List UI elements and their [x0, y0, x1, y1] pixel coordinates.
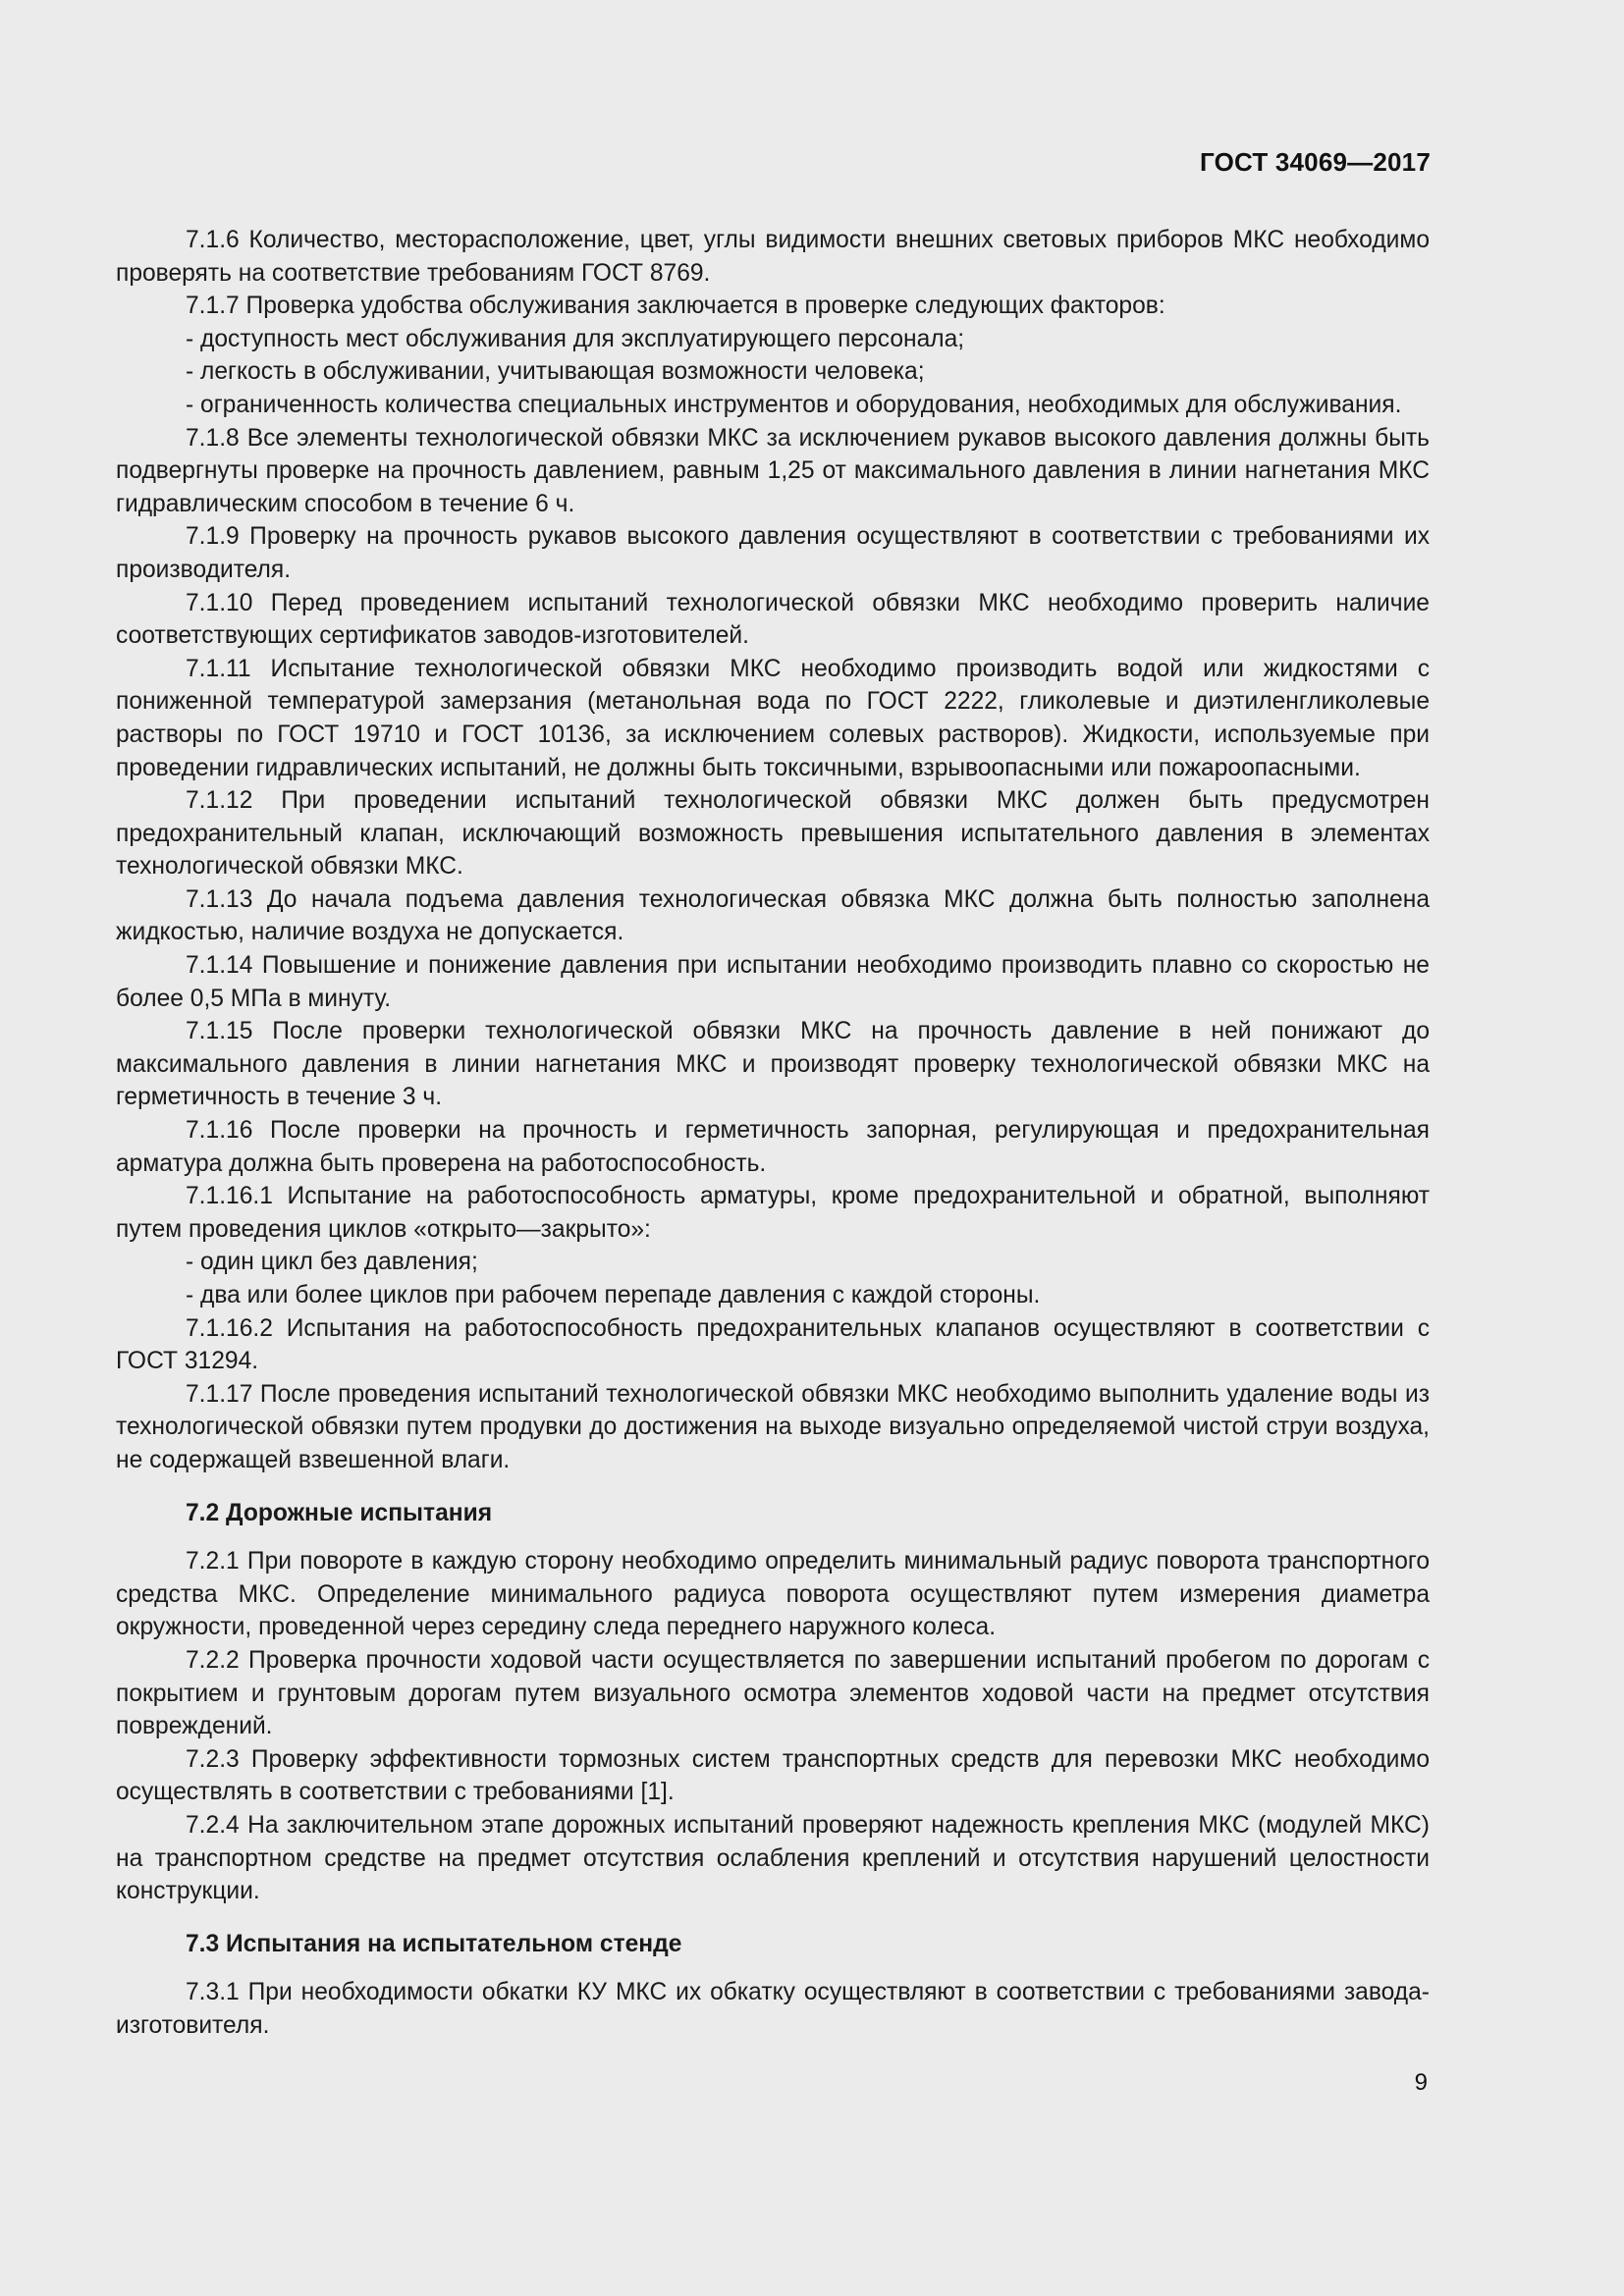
paragraph-7-2-2: 7.2.2 Проверка прочности ходовой части осуществляется по завершении испытаний пробегом по дорогам с покрытием и грунтовым дорогам путем визуального осмотра элементов ходовой части на предмет отсутствия повреждений.: [116, 1646, 1430, 1740]
paragraph-7-1-17: 7.1.17 После проведения испытаний технологической обвязки МКС необходимо выполнить удаление воды из технологической обвязки путем продувки до достижения на выходе визуально определяемой чистой струи воздуха, не содержащей взвешенной влаги.: [116, 1380, 1430, 1473]
list-item: - один цикл без давления;: [186, 1249, 478, 1276]
paragraph-7-1-16: 7.1.16 После проверки на прочность и герметичность запорная, регулирующая и предохранительная арматура должна быть проверена на работоспособность.: [116, 1117, 1430, 1177]
paragraph-7-1-14: 7.1.14 Повышение и понижение давления при испытании необходимо производить плавно со скоростью не более 0,5 МПа в минуту.: [116, 952, 1430, 1012]
list-item: - легкость в обслуживании, учитывающая возможности человека;: [186, 358, 925, 386]
paragraph-7-2-3: 7.2.3 Проверку эффективности тормозных систем транспортных средств для перевозки МКС необходимо осуществлять в соответствии с требованиями [1].: [116, 1745, 1430, 1806]
page-number: 9: [1414, 2069, 1428, 2096]
paragraph-7-1-10: 7.1.10 Перед проведением испытаний технологической обвязки МКС необходимо проверить наличие соответствующих сертификатов заводов-изготовителей.: [116, 589, 1430, 650]
paragraph-7-1-11: 7.1.11 Испытание технологической обвязки МКС необходимо производить водой или жидкостями с пониженной температурой замерзания (метанольная вода по ГОСТ 2222, гликолевые и диэтиленгликолевые растворы по ГОСТ 19710 и ГОСТ 10136, за исключением солевых растворов). Жидкости, используемые при проведении гидравлических испытаний, не должны быть токсичными, взрывоопасными или пожароопасными.: [116, 655, 1430, 781]
paragraph-7-1-6: 7.1.6 Количество, месторасположение, цвет, углы видимости внешних световых приборов МКС необходимо проверять на соответствие требованиям ГОСТ 8769.: [116, 227, 1430, 287]
list-item: - два или более циклов при рабочем перепаде давления с каждой стороны.: [186, 1282, 1041, 1308]
paragraph-7-1-15: 7.1.15 После проверки технологической обвязки МКС на прочность давление в ней понижают до максимального давления в линии нагнетания МКС и производят проверку технологической обвязки МКС на герметичность в течение 3 ч.: [116, 1018, 1430, 1111]
paragraph-7-2-1: 7.2.1 При повороте в каждую сторону необходимо определить минимальный радиус поворота транспортного средства МКС. Определение минимального радиуса поворота осуществляют путем измерения диаметра окружности, проведенной через середину следа переднего наружного колеса.: [116, 1548, 1430, 1641]
paragraph-7-1-13: 7.1.13 До начала подъема давления технологическая обвязка МКС должна быть полностью заполнена жидкостью, наличие воздуха не допускается.: [116, 885, 1430, 946]
paragraph-7-1-16-1: 7.1.16.1 Испытание на работоспособность арматуры, кроме предохранительной и обратной, выполняют путем проведения циклов «открыто—закрыто»:: [116, 1183, 1430, 1243]
paragraph-7-3-1: 7.3.1 При необходимости обкатки КУ МКС их обкатку осуществляют в соответствии с требованиями завода-изготовителя.: [116, 1979, 1430, 2039]
list-item: - доступность мест обслуживания для эксплуатирующего персонала;: [186, 325, 965, 352]
paragraph-7-1-8: 7.1.8 Все элементы технологической обвязки МКС за исключением рукавов высокого давления должны быть подвергнуты проверке на прочность давлением, равным 1,25 от максимального давления в линии нагнетания МКС гидравлическим способом в течение 6 ч.: [116, 424, 1430, 517]
paragraph-7-1-16-2: 7.1.16.2 Испытания на работоспособность предохранительных клапанов осуществляют в соответствии с ГОСТ 31294.: [116, 1314, 1430, 1375]
paragraph-7-2-4: 7.2.4 На заключительном этапе дорожных испытаний проверяют надежность крепления МКС (модулей МКС) на транспортном средстве на предмет отсутствия ослабления креплений и отсутствия нарушений целостности конструкции.: [116, 1811, 1430, 1905]
section-heading-7-2: 7.2 Дорожные испытания: [186, 1499, 493, 1526]
document-body: [116, 224, 1430, 2042]
paragraph-7-1-12: 7.1.12 При проведении испытаний технологической обвязки МКС должен быть предусмотрен предохранительный клапан, исключающий возможность превышения испытательного давления в элементах технологической обвязки МКС.: [116, 787, 1430, 881]
paragraph-7-1-7: 7.1.7 Проверка удобства обслуживания заключается в проверке следующих факторов:: [186, 293, 1165, 320]
paragraph-7-1-9: 7.1.9 Проверку на прочность рукавов высокого давления осуществляют в соответствии с требованиями их производителя.: [116, 523, 1430, 583]
document-header: ГОСТ 34069—2017: [1200, 147, 1431, 177]
section-heading-7-3: 7.3 Испытания на испытательном стенде: [186, 1930, 682, 1957]
list-item: - ограниченность количества специальных инструментов и оборудования, необходимых для обслуживания.: [186, 391, 1402, 418]
